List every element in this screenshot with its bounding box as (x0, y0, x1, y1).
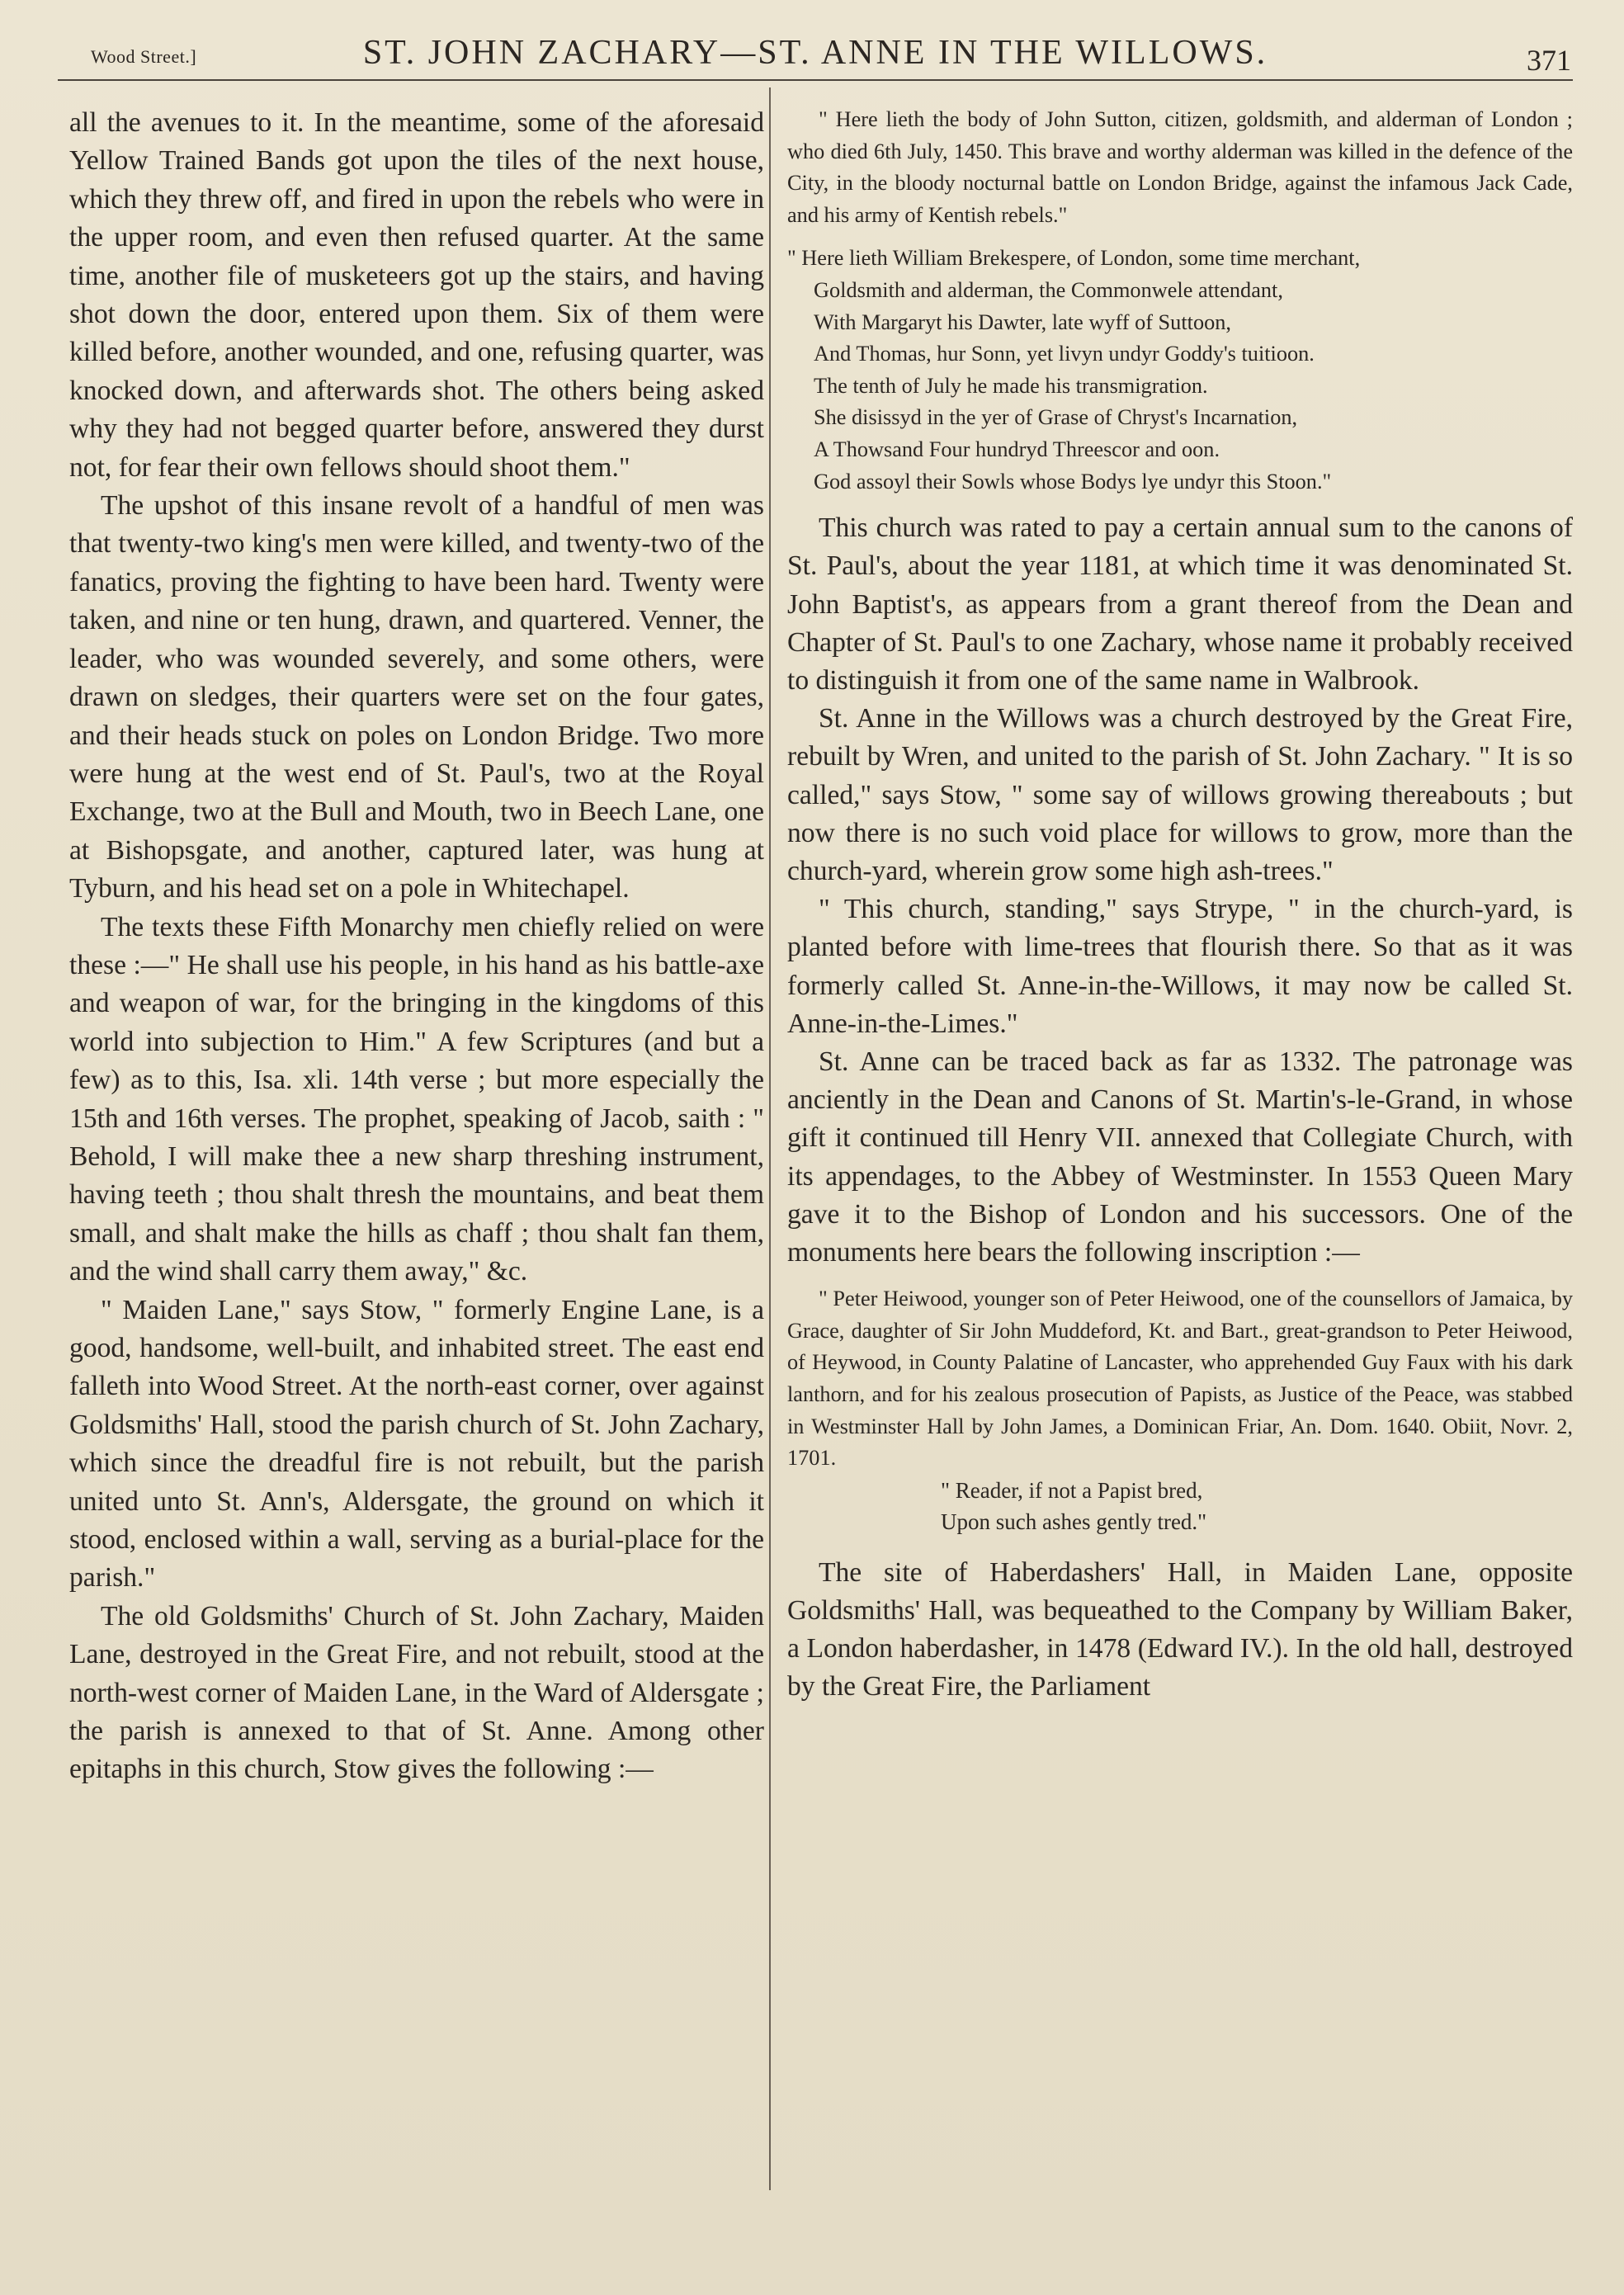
paragraph: The site of Haberdashers' Hall, in Maiden Lane, opposite Goldsmiths' Hall, was bequeathed to the Company by William Baker, a London haberdasher, in 1478 (Edward IV.). In the old hall, destroyed by the Great Fire, the Parliament (787, 1556, 1573, 1702)
couplet-line: " Reader, if not a Papist bred, (941, 1477, 1203, 1503)
inscription-couplet (787, 1475, 1573, 1537)
left-column (69, 104, 764, 2270)
verse-line: " Here lieth William Brekespere, of London, some time merchant, (787, 246, 1361, 271)
verse-line: The tenth of July he made his transmigration. (814, 373, 1208, 398)
paragraph: The upshot of this insane revolt of a handful of men was that twenty-two king's men were killed, and twenty-two of the fanatics, proving the fighting to have been hard. Twenty were taken, and nine or ten hung, drawn, and quartered. Venner, the leader, who was wounded severely, and some others, were drawn on sledges, their quarters were set on the four gates, and their heads stuck on poles on London Bridge. Two more were hung at the west end of St. Paul's, two at the Royal Exchange, two at the Bull and Mouth, two in Beech Lane, one at Bishopsgate, and another, captured later, was hung at Tyburn, and his head set on a pole in Whitechapel. (69, 490, 764, 904)
text-columns (58, 87, 1573, 2270)
inscription-quote: " Peter Heiwood, younger son of Peter Heiwood, one of the counsellors of Jamaica, by Grace, daughter of Sir John Muddeford, Kt. and Bart., great-grandson to Peter Heiwood, of Heywood, in County Palatine of Lancaster, who apprehended Guy Faux with his dark lanthorn, and for his zealous prosecution of Papists, as Justice of the Peace, was stabbed in Westminster Hall by John James, a Dominican Friar, An. Dom. 1640. Obiit, Novr. 2, 1701. (787, 1287, 1573, 1471)
verse-line: She disissyd in the yer of Grase of Chryst's Incarnation, (814, 405, 1298, 430)
verse-line: With Margaryt his Dawter, late wyff of Suttoon, (814, 309, 1231, 334)
running-head-street: Wood Street.] (91, 46, 197, 67)
verse-line: God assoyl their Sowls whose Bodys lye undyr this Stoon." (814, 469, 1332, 493)
column-divider (769, 87, 771, 2190)
paragraph: " Maiden Lane," says Stow, " formerly Engine Lane, is a good, handsome, well-built, and inhabited street. The east end falleth into Wood Street. At the north-east corner, over against Goldsmiths' Hall, stood the parish church of St. John Zachary, which since the dreadful fire is not rebuilt, but the parish united unto St. Ann's, Aldersgate, the ground on which it stood, enclosed within a wall, serving as a burial-place for the parish." (69, 1294, 764, 1594)
couplet-line: Upon such ashes gently tred." (941, 1509, 1207, 1534)
paragraph: " This church, standing," says Strype, " in the church-yard, is planted before with lime-trees that flourish there. So that as it was formerly called St. Anne-in-the-Willows, it may now be called St. Anne-in-the-Limes." (787, 894, 1573, 1039)
verse-line: And Thomas, hur Sonn, yet livyn undyr Goddy's tuitioon. (814, 342, 1315, 366)
paragraph: This church was rated to pay a certain annual sum to the canons of St. Paul's, about the year 1181, at which time it was denominated St. John Baptist's, as appears from a grant thereof from the Dean and Chapter of St. Paul's to one Zachary, whose name it probably received to distinguish it from one of the same name in Walbrook. (787, 512, 1573, 696)
paragraph: St. Anne in the Willows was a church destroyed by the Great Fire, rebuilt by Wren, and united to the parish of St. John Zachary. " It is so called," says Stow, " some say of willows growing thereabouts ; but now there is no such void place for willows to grow, more than the church-yard, wherein grow some high ash-trees." (787, 703, 1573, 886)
running-head (58, 28, 1573, 81)
right-column (787, 104, 1573, 2270)
running-head-title: ST. JOHN ZACHARY—ST. ANNE IN THE WILLOWS. (362, 34, 1268, 72)
verse-line: Goldsmith and alderman, the Commonwele attendant, (814, 277, 1283, 302)
paragraph: all the avenues to it. In the meantime, some of the aforesaid Yellow Trained Bands got upon the tiles of the next house, which they threw off, and fired in upon the rebels who were in the upper room, and even then refused quarter. At the same time, another file of musketeers got up the stairs, and having shot down the door, entered upon them. Six of them were killed before, another wounded, and one, refusing quarter, was knocked down, and afterwards shot. The others being asked why they had not begged quarter before, answered they durst not, for fear their own fellows should shoot them." (69, 107, 764, 483)
paragraph: The old Goldsmiths' Church of St. John Zachary, Maiden Lane, destroyed in the Great Fire, and not rebuilt, stood at the north-west corner of Maiden Lane, in the Ward of Aldersgate ; the parish is annexed to that of St. Anne. Among other epitaphs in this church, Stow gives the following :— (69, 1600, 764, 1785)
epitaph-quote: " Here lieth the body of John Sutton, citizen, goldsmith, and alderman of London ; who died 6th July, 1450. This brave and worthy alderman was killed in the defence of the City, in the bloody nocturnal battle on London Bridge, against the infamous Jack Cade, and his army of Kentish rebels." (787, 107, 1573, 227)
verse-line: A Thowsand Four hundryd Threescor and oon. (814, 437, 1220, 461)
paragraph: St. Anne can be traced back as far as 1332. The patronage was anciently in the Dean and Canons of St. Martin's-le-Grand, in whose gift it continued till Henry VII. annexed that Collegiate Church, with its appendages, to the Abbey of Westminster. In 1553 Queen Mary gave it to the Bishop of London and his successors. One of the monuments here bears the following inscription :— (787, 1046, 1573, 1268)
epitaph-verse (787, 243, 1573, 498)
page-number: 371 (1527, 44, 1571, 77)
paragraph: The texts these Fifth Monarchy men chiefly relied on were these :—" He shall use his people, in his hand as his battle-axe and weapon of war, for the bringing in the kingdoms of this world into subjection to Him." A few Scriptures (and but a few) as to this, Isa. xli. 14th verse ; but more especially the 15th and 16th verses. The prophet, speaking of Jacob, saith : " Behold, I will make thee a new sharp threshing instrument, having teeth ; thou shalt thresh the mountains, and beat them small, and shalt make the hills as chaff ; thou shalt fan them, and the wind shall carry them away," &c. (69, 911, 764, 1287)
